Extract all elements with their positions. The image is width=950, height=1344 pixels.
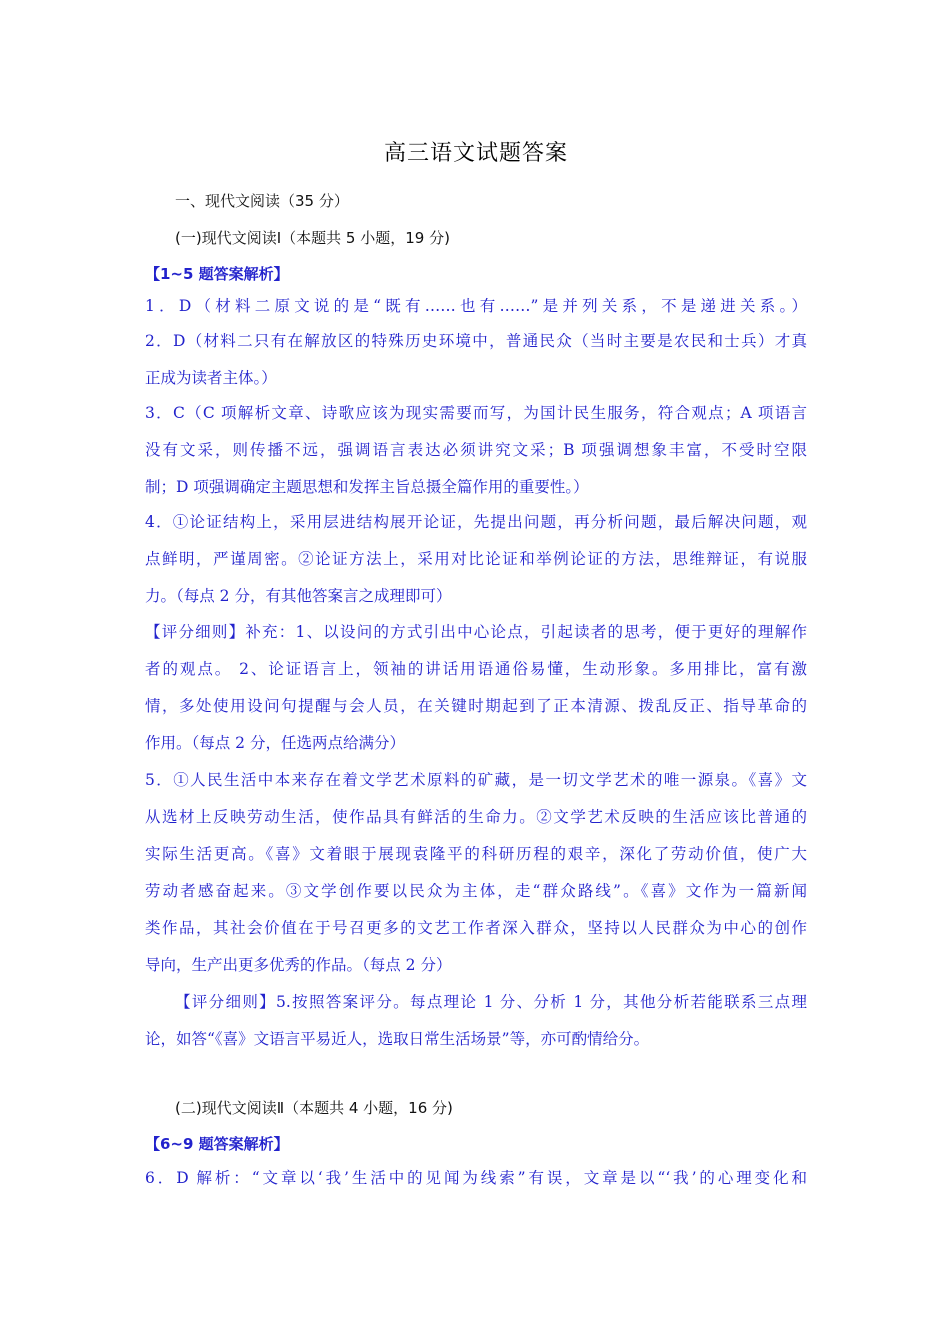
answer-line: 劳动者感奋起来。③文学创作要以民众为主体，走“群众路线”。《喜》文作为一篇新闻: [145, 882, 807, 900]
answer-line: 2．D（材料二只有在解放区的特殊历史环境中，普通民众（当时主要是农民和士兵）才真: [145, 332, 807, 350]
subsection-heading-1: (一)现代文阅读Ⅰ（本题共 5 小题，19 分): [175, 229, 450, 247]
answer-line: 点鲜明，严谨周密。②论证方法上，采用对比论证和举例论证的方法，思维辩证，有说服: [145, 550, 807, 568]
scoring-rule-line: 【评分细则】5.按照答案评分。每点理论 1 分、分析 1 分，其他分析若能联系三点理: [175, 993, 807, 1011]
answer-tag-1-5: 【1~5 题答案解析】: [145, 265, 289, 283]
answer-line: 类作品，其社会价值在于号召更多的文艺工作者深入群众，坚持以人民群众为中心的创作: [145, 919, 807, 937]
answer-line: 作用。（每点 2 分，任选两点给满分）: [145, 734, 405, 752]
answer-line: 者的观点。 2、论证语言上，领袖的讲话用语通俗易懂，生动形象。多用排比，富有激: [145, 660, 807, 678]
answer-line: 从选材上反映劳动生活，使作品具有鲜活的生命力。②文学艺术反映的生活应该比普通的: [145, 808, 807, 826]
answer-line: 没有文采，则传播不远，强调语言表达必须讲究文采；B 项强调想象丰富，不受时空限: [145, 441, 807, 459]
subsection-heading-2: (二)现代文阅读Ⅱ（本题共 4 小题，16 分): [175, 1099, 453, 1117]
answer-tag-6-9: 【6~9 题答案解析】: [145, 1135, 289, 1153]
answer-line: 制；D 项强调确定主题思想和发挥主旨总摄全篇作用的重要性。）: [145, 478, 589, 496]
section-heading: 一、现代文阅读（35 分）: [175, 192, 349, 210]
answer-line: 6．D 解析：“文章以‘我’生活中的见闻为线索”有误，文章是以“‘我’的心理变化和: [145, 1169, 807, 1187]
answer-line: 正成为读者主体。）: [145, 369, 277, 387]
answer-line: 力。（每点 2 分，有其他答案言之成理即可）: [145, 587, 452, 605]
answer-line: 5．①人民生活中本来存在着文学艺术原料的矿藏，是一切文学艺术的唯一源泉。《喜》文: [145, 771, 807, 789]
answer-line: 4．①论证结构上，采用层进结构展开论证，先提出问题，再分析问题，最后解决问题，观: [145, 513, 807, 531]
answer-line: 论，如答“《喜》文语言平易近人，选取日常生活场景”等，亦可酌情给分。: [145, 1030, 650, 1048]
answer-line: 实际生活更高。《喜》文着眼于展现袁隆平的科研历程的艰辛，深化了劳动价值，使广大: [145, 845, 807, 863]
scoring-rule-line: 【评分细则】补充：1、以设问的方式引出中心论点，引起读者的思考，便于更好的理解作: [145, 623, 807, 641]
page-title: 高三语文试题答案: [383, 141, 568, 166]
answer-line: 情，多处使用设问句提醒与会人员，在关键时期起到了正本清源、拨乱反正、指导革命的: [145, 697, 807, 715]
answer-line: 导向，生产出更多优秀的作品。（每点 2 分）: [145, 956, 452, 974]
answer-line: 3．C（C 项解析文章、诗歌应该为现实需要而写，为国计民生服务，符合观点；A 项语言: [145, 404, 807, 422]
answer-line: 1．D（材料二原文说的是“既有……也有……”是并列关系，不是递进关系。）: [145, 297, 807, 315]
